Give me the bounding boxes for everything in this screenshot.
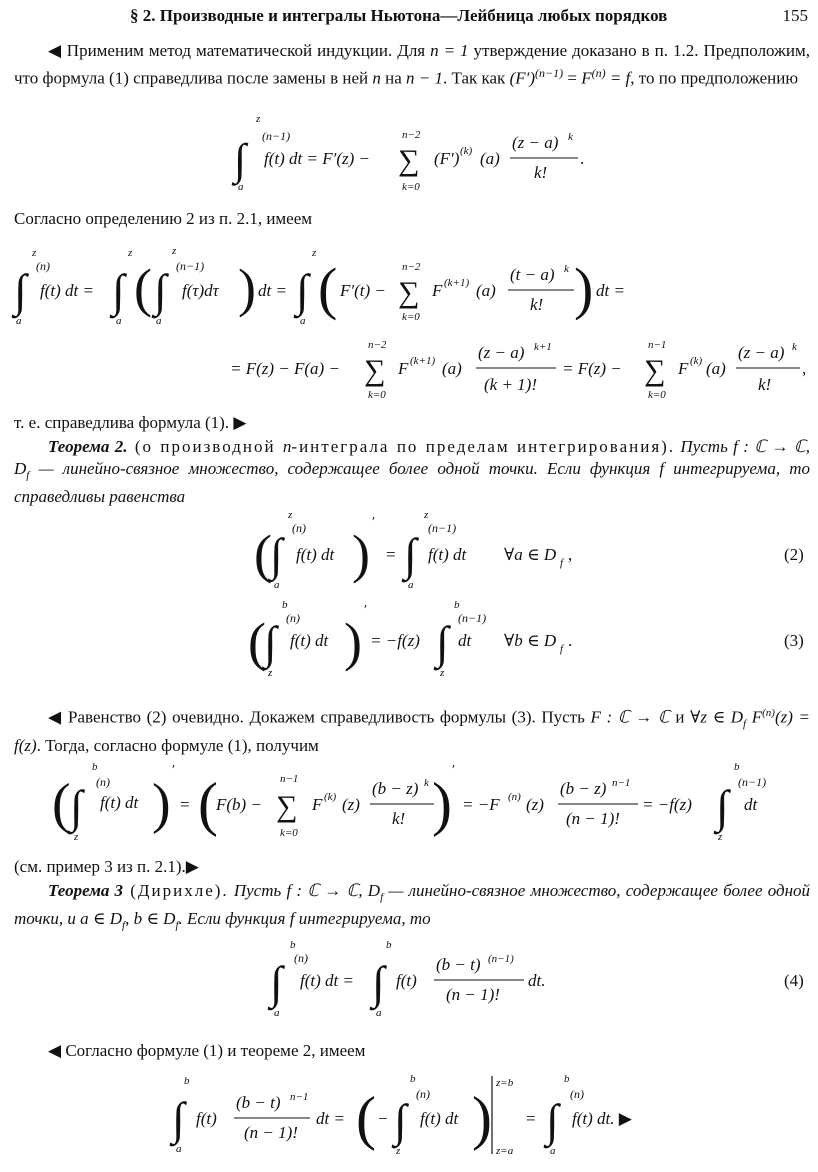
- equation-3: [0, 596, 818, 686]
- equation-definition-svg: [0, 240, 818, 408]
- math-symbol: (k+1): [444, 277, 470, 289]
- math-symbol: a: [116, 315, 122, 327]
- math-symbol: F: [312, 795, 323, 814]
- math-symbol: (n): [570, 1087, 584, 1101]
- math-symbol: (n−1): [176, 259, 205, 273]
- definition-reference: Согласно определению 2 из п. 2.1, имеем: [14, 209, 313, 228]
- math-symbol: a: [16, 315, 22, 327]
- math-symbol: b: [564, 1073, 570, 1085]
- math-symbol: (a): [706, 359, 726, 378]
- math-symbol: z: [74, 831, 79, 843]
- math-symbol: z: [128, 247, 133, 259]
- math-symbol: (n): [286, 611, 300, 625]
- text-run: Пусть: [228, 881, 287, 900]
- math-symbol: (n−1): [738, 775, 767, 789]
- math-symbol: F: [398, 359, 409, 378]
- left-paren: (: [198, 771, 218, 837]
- math-symbol: k!: [530, 295, 544, 314]
- equation-number: (3): [784, 631, 804, 650]
- math-symbol: F(b) −: [216, 795, 262, 814]
- math-symbol: F: [678, 359, 689, 378]
- sum-sign: ∑: [276, 790, 298, 823]
- left-paren: (: [248, 612, 266, 672]
- math-symbol: b: [290, 939, 296, 951]
- math-symbol: f(t) dt: [420, 1109, 459, 1128]
- integral-sign: ∫: [436, 617, 449, 668]
- math-symbol: ,: [568, 545, 573, 564]
- math-symbol: k=0: [280, 827, 298, 839]
- math-symbol: f: [560, 557, 564, 569]
- text-run: . Тогда, согласно формуле (1), получим: [36, 736, 319, 756]
- text-run: . Так как: [442, 68, 510, 88]
- equation-induction: [0, 112, 818, 200]
- right-paren: ): [238, 258, 256, 318]
- text-run: ◀ Применим метод математической индукции. Для: [48, 41, 431, 60]
- right-paren: ): [472, 1085, 492, 1151]
- text-run: f: [26, 469, 30, 482]
- math-symbol: f(t) dt: [428, 545, 467, 564]
- text-run: интегрируема, то: [294, 909, 431, 929]
- math-symbol: f(t) dt. ▶: [572, 1109, 632, 1128]
- end-dot: .: [580, 149, 585, 168]
- text-run: f : ℂ → ℂ, D: [286, 881, 381, 900]
- right-paren: ): [152, 773, 171, 835]
- text-run: и: [669, 707, 691, 727]
- text-run: F: [746, 707, 763, 727]
- math-symbol: f(t): [196, 1109, 217, 1128]
- math-symbol: z: [32, 247, 37, 259]
- math-symbol: k: [424, 777, 429, 789]
- term-sup: (k): [460, 145, 473, 157]
- math-symbol: a: [274, 579, 280, 591]
- integral-order: (n−1): [262, 129, 291, 143]
- sum-lower: k=0: [402, 181, 420, 193]
- math-symbol: = F(z) −: [562, 359, 622, 378]
- equation-proof-2: [0, 758, 818, 848]
- sum-sign: ∑: [398, 276, 420, 309]
- math-symbol: (k + 1)!: [484, 375, 538, 394]
- math-symbol: a: [300, 315, 306, 327]
- math-symbol: z: [268, 667, 273, 679]
- equation-4: [0, 936, 818, 1024]
- text-run: -интеграла по пределам интегрирования).: [291, 437, 676, 456]
- math-symbol: k=0: [368, 389, 386, 401]
- proof-theorem-2: [14, 702, 810, 757]
- math-symbol: ∀a ∈ D: [504, 545, 557, 564]
- integral-sign: ∫: [154, 265, 167, 316]
- left-paren: (: [254, 524, 272, 584]
- math-symbol: = F(z) − F(a) −: [230, 359, 340, 378]
- math-symbol: (z): [526, 795, 544, 814]
- math-symbol: (b − z): [372, 779, 419, 798]
- math-symbol: k+1: [534, 341, 552, 353]
- text-run: f: [380, 891, 384, 904]
- text-run: b ∈ D: [133, 909, 176, 929]
- math-symbol: f(t) dt: [100, 793, 139, 812]
- text-run: утверждение доказано в п. 1.2. Предположим, что формула (1) справедлива после замены в ней: [14, 41, 810, 88]
- equation-induction-svg: [0, 112, 818, 200]
- math-symbol: f(t) dt =: [40, 281, 94, 300]
- sum-sign: ∑: [398, 144, 420, 177]
- proof-theorem-3: ◀ Согласно формуле (1) и теореме 2, имеем: [48, 1041, 366, 1060]
- math-symbol: b: [282, 599, 288, 611]
- integral-sign: ∫: [394, 1095, 407, 1146]
- text-run: (Дирихле).: [123, 881, 229, 900]
- math-symbol: z: [312, 247, 317, 259]
- right-paren: ): [344, 612, 362, 672]
- math-symbol: dt =: [258, 281, 287, 300]
- text-run: интегрируема, то справедливы равенства: [14, 459, 810, 507]
- math-symbol: n−1: [648, 339, 667, 351]
- math-symbol: (n−1): [488, 953, 514, 965]
- text-run: ∀z ∈ D: [690, 707, 744, 727]
- math-symbol: (n−1): [428, 521, 457, 535]
- math-symbol: n−2: [402, 261, 421, 273]
- left-paren: (: [52, 773, 71, 835]
- math-symbol: ′: [172, 763, 176, 778]
- text-run: f: [659, 459, 665, 478]
- integral-sign: ∫: [14, 265, 27, 316]
- text-run: (n): [591, 66, 606, 80]
- equation-number: (4): [784, 971, 804, 990]
- integrand: f(t) dt = F′(z) −: [264, 149, 370, 168]
- conclusion-1: т. е. справедлива формула (1). ▶: [14, 413, 247, 432]
- math-symbol: (t − a): [510, 265, 555, 284]
- math-symbol: z: [172, 245, 177, 257]
- text-run: n = 1: [430, 41, 469, 60]
- text-run: n: [372, 68, 381, 88]
- math-symbol: (z − a): [738, 343, 785, 362]
- text-run: f : ℂ → ℂ, D: [14, 437, 811, 478]
- right-paren: ): [574, 256, 594, 321]
- text-run: f: [175, 919, 179, 932]
- integral-sign: ∫: [404, 529, 417, 580]
- math-symbol: z: [288, 509, 293, 521]
- sum-sign: ∑: [364, 354, 386, 387]
- text-run: a ∈ D: [80, 909, 123, 929]
- term-arg: (a): [480, 149, 500, 168]
- text-run: n: [282, 437, 292, 456]
- left-paren: (: [134, 258, 152, 318]
- text-run: f: [289, 909, 295, 929]
- integral-sign: ∫: [264, 617, 277, 668]
- frac-num-sup: k: [568, 131, 573, 143]
- math-symbol: b: [92, 761, 98, 773]
- math-symbol: = −f(z): [642, 795, 692, 814]
- text-run: (n−1): [535, 66, 564, 80]
- math-symbol: dt =: [316, 1109, 345, 1128]
- math-symbol: (n − 1)!: [244, 1123, 298, 1142]
- integral-sign: ∫: [546, 1095, 559, 1146]
- see-example: (см. пример 3 из п. 2.1).▶: [14, 857, 199, 876]
- math-symbol: dt: [458, 631, 472, 650]
- math-symbol: a: [376, 1007, 382, 1019]
- text-run: n − 1: [406, 68, 443, 88]
- math-symbol: dt =: [596, 281, 625, 300]
- running-header: [0, 4, 818, 30]
- math-symbol: k: [564, 263, 569, 275]
- page-number: 155: [782, 6, 808, 25]
- math-symbol: F: [432, 281, 443, 300]
- integral-sign: ∫: [234, 135, 247, 184]
- math-symbol: (n): [36, 259, 50, 273]
- math-symbol: (z − a): [478, 343, 525, 362]
- math-symbol: f(τ)dτ: [182, 281, 219, 300]
- text-run: . Если функция: [178, 909, 290, 929]
- left-paren: (: [356, 1085, 376, 1151]
- math-symbol: (b − t): [236, 1093, 281, 1112]
- math-symbol: (n−1): [458, 611, 487, 625]
- math-symbol: a: [156, 315, 162, 327]
- text-run: Теорема 3: [48, 881, 124, 900]
- math-symbol: (n): [416, 1087, 430, 1101]
- math-symbol: f(t) dt: [290, 631, 329, 650]
- math-symbol: a: [176, 1143, 182, 1155]
- integral-sign: ∫: [716, 781, 729, 832]
- equation-number: (2): [784, 545, 804, 564]
- math-symbol: b: [386, 939, 392, 951]
- integral-sign: ∫: [270, 957, 283, 1008]
- math-symbol: f: [560, 643, 564, 655]
- integral-sign: ∫: [112, 265, 125, 316]
- math-symbol: k=0: [402, 311, 420, 323]
- text-run: — линейно-связное множество, содержащее более одной точки. Если функция: [29, 459, 660, 478]
- text-run: на: [380, 68, 406, 88]
- math-symbol: a: [274, 1007, 280, 1019]
- math-symbol: (n): [294, 951, 308, 965]
- equation-final: [0, 1070, 818, 1170]
- math-symbol: = −F: [462, 795, 500, 814]
- equation-definition: [0, 240, 818, 408]
- equation-2: [0, 506, 818, 598]
- text-run: F: [581, 68, 592, 88]
- math-symbol: (z): [342, 795, 360, 814]
- text-run: F : ℂ → ℂ: [590, 707, 670, 727]
- integral-sign: ∫: [70, 781, 83, 832]
- proof-induction-paragraph: [14, 40, 810, 90]
- math-symbol: ′: [452, 763, 456, 778]
- math-symbol: −: [378, 1109, 388, 1128]
- math-symbol: k: [792, 341, 797, 353]
- math-symbol: z: [424, 509, 429, 521]
- math-symbol: (b − z): [560, 779, 607, 798]
- section-title: § 2. Производные и интегралы Ньютона—Лейбница любых порядков: [130, 6, 668, 25]
- theorem-2: [14, 436, 810, 508]
- math-symbol: (n): [96, 775, 110, 789]
- math-symbol: =: [386, 545, 396, 564]
- math-symbol: b: [734, 761, 740, 773]
- math-symbol: (n): [508, 791, 521, 803]
- math-symbol: (a): [476, 281, 496, 300]
- math-symbol: =: [526, 1109, 536, 1128]
- math-symbol: (k): [690, 355, 703, 367]
- math-symbol: z: [718, 831, 723, 843]
- math-symbol: k!: [758, 375, 772, 394]
- math-symbol: a: [550, 1145, 556, 1157]
- theorem-3: [14, 880, 810, 937]
- text-run: Пусть: [675, 437, 734, 456]
- text-run: (n): [762, 707, 775, 719]
- text-run: Теорема 2.: [48, 437, 128, 456]
- math-symbol: k!: [392, 809, 406, 828]
- text-run: =: [563, 68, 582, 88]
- math-symbol: b: [454, 599, 460, 611]
- math-symbol: (b − t): [436, 955, 481, 974]
- text-run: = f: [605, 68, 631, 88]
- math-symbol: z: [440, 667, 445, 679]
- math-symbol: dt.: [528, 971, 546, 990]
- text-run: (z) = f(z): [14, 707, 810, 756]
- upper-limit: z: [256, 113, 261, 125]
- right-paren: ): [352, 524, 370, 584]
- term: (F′): [434, 149, 460, 168]
- lower-limit: a: [238, 181, 244, 193]
- math-symbol: (n − 1)!: [446, 985, 500, 1004]
- math-symbol: (k+1): [410, 355, 436, 367]
- math-symbol: ′: [372, 515, 376, 530]
- text-run: f: [743, 718, 747, 731]
- frac-den: k!: [534, 163, 548, 182]
- math-symbol: (n − 1)!: [566, 809, 620, 828]
- text-run: (F′): [509, 68, 535, 88]
- math-symbol: ,: [802, 359, 807, 378]
- math-symbol: ∀b ∈ D: [504, 631, 557, 650]
- text-run: , то по предположению: [630, 68, 799, 88]
- math-symbol: f(t) dt: [296, 545, 335, 564]
- math-symbol: f(t) dt =: [300, 971, 354, 990]
- integral-sign: ∫: [296, 265, 309, 316]
- math-symbol: a: [408, 579, 414, 591]
- frac-num: (z − a): [512, 133, 559, 152]
- integral-sign: ∫: [172, 1093, 185, 1144]
- text-run: ,: [125, 909, 134, 929]
- math-symbol: n−2: [368, 339, 387, 351]
- left-paren: (: [318, 256, 338, 321]
- text-run: f: [122, 919, 126, 932]
- integral-sign: ∫: [372, 957, 385, 1008]
- math-symbol: n−1: [280, 773, 299, 785]
- math-symbol: z: [396, 1145, 401, 1157]
- math-symbol: z=a: [496, 1145, 514, 1157]
- math-symbol: (k): [324, 791, 337, 803]
- math-symbol: (n): [292, 521, 306, 535]
- math-symbol: k=0: [648, 389, 666, 401]
- math-symbol: n−1: [612, 777, 631, 789]
- math-symbol: =: [180, 795, 190, 814]
- text-run: — линейно-связное множество, содержащее более одной точки, и: [14, 881, 811, 929]
- math-symbol: (a): [442, 359, 462, 378]
- text-run: ◀ Равенство (2) очевидно. Докажем справедливость формулы (3). Пусть: [48, 707, 591, 727]
- math-symbol: b: [410, 1073, 416, 1085]
- math-symbol: F′(t) −: [340, 281, 386, 300]
- math-symbol: f(t): [396, 971, 417, 990]
- math-symbol: dt: [744, 795, 758, 814]
- math-symbol: .: [568, 631, 573, 650]
- math-symbol: n−1: [290, 1091, 309, 1103]
- right-paren: ): [432, 771, 452, 837]
- math-symbol: b: [184, 1075, 190, 1087]
- integral-sign: ∫: [270, 529, 283, 580]
- sum-upper: n−2: [402, 129, 421, 141]
- math-symbol: ′: [364, 603, 368, 618]
- text-run: (о производной: [127, 437, 283, 456]
- math-symbol: z=b: [496, 1077, 514, 1089]
- sum-sign: ∑: [644, 354, 666, 387]
- math-symbol: = −f(z): [370, 631, 420, 650]
